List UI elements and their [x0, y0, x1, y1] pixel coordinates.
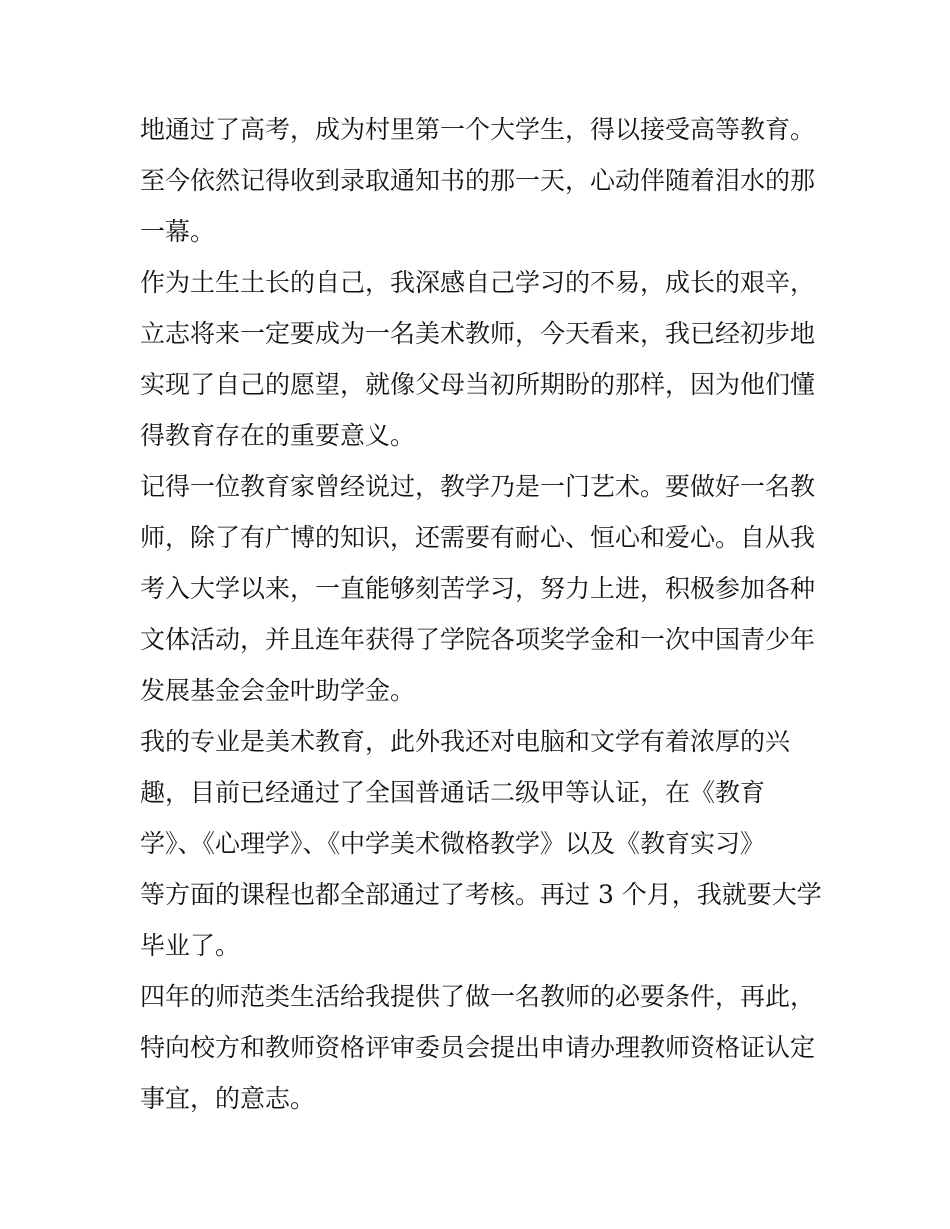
- text-line: 立志将来一定要成为一名美术教师，今天看来，我已经初步地: [140, 319, 816, 348]
- text-line: 地通过了高考，成为村里第一个大学生，得以接受高等教育。: [140, 115, 816, 144]
- text-line: 四年的师范类生活给我提供了做一名教师的必要条件，再此，: [140, 982, 816, 1011]
- text-line: 毕业了。: [140, 931, 241, 960]
- text-line: 事宜，的意志。: [140, 1084, 316, 1113]
- text-line: 特向校方和教师资格评审委员会提出申请办理教师资格证认定: [140, 1033, 816, 1062]
- paragraph-1: [140, 104, 816, 257]
- document-body: [140, 104, 822, 1124]
- text-line: 至今依然记得收到录取通知书的那一天，心动伴随着泪水的那: [140, 166, 816, 195]
- text-line: 等方面的课程也都全部通过了考核。再过 3 个月，我就要大学: [140, 880, 822, 909]
- paragraph-2: [140, 257, 816, 461]
- text-line: 趣，目前已经通过了全国普通话二级甲等认证，在《教育: [140, 778, 766, 807]
- text-line: 发展基金会金叶助学金。: [140, 676, 416, 705]
- text-line: 作为土生土长的自己，我深感自己学习的不易，成长的艰辛，: [140, 268, 816, 297]
- text-line: 一幕。: [140, 217, 216, 246]
- paragraph-5: [140, 971, 816, 1124]
- text-line: 我的专业是美术教育，此外我还对电脑和文学有着浓厚的兴: [140, 727, 791, 756]
- text-line: 学》、《心理学》、《中学美术微格教学》以及《教育实习》: [140, 829, 766, 858]
- text-line: 记得一位教育家曾经说过，教学乃是一门艺术。要做好一名教: [140, 472, 816, 501]
- text-line: 实现了自己的愿望，就像父母当初所期盼的那样，因为他们懂: [140, 370, 816, 399]
- paragraph-3: [140, 461, 816, 716]
- text-line: 考入大学以来，一直能够刻苦学习，努力上进，积极参加各种: [140, 574, 816, 603]
- text-line: 文体活动，并且连年获得了学院各项奖学金和一次中国青少年: [140, 625, 816, 654]
- text-line: 师，除了有广博的知识，还需要有耐心、恒心和爱心。自从我: [140, 523, 816, 552]
- paragraph-4: [140, 716, 822, 971]
- text-line: 得教育存在的重要意义。: [140, 421, 416, 450]
